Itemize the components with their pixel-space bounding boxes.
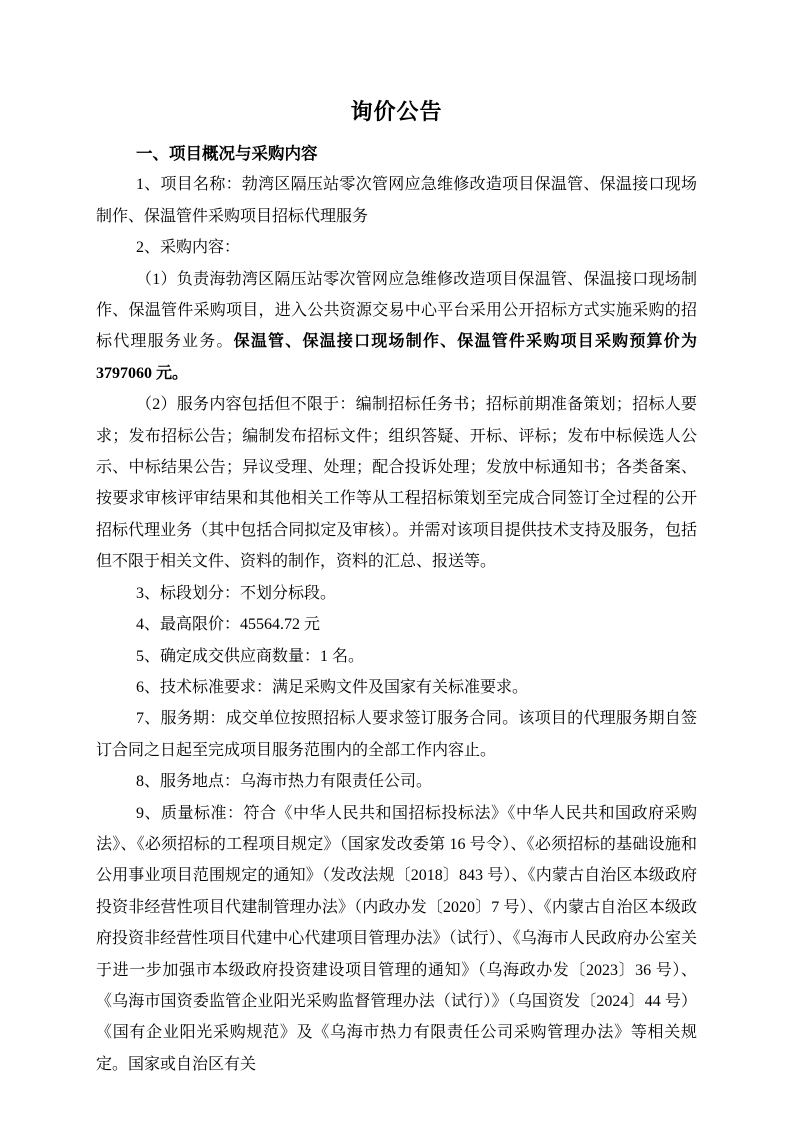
- section-heading-project-overview: 一、项目概况与采购内容: [136, 144, 318, 163]
- procurement-item1-budget-bold: 保温管、保温接口现场制作、保温管件采购项目采购预算价为 3797060 元。: [96, 333, 697, 382]
- procurement-item1-text: （1）负责海勃湾区隔压站零次管网应急维修改造项目保温管、保温接口现场制作、保温管件采购项目，进入公共资源交易中心平台采用公开招标方式实施采购的招标代理服务业务。: [96, 270, 697, 351]
- paragraph-tech-standard: 6、技术标准要求：满足采购文件及国家有关标准要求。: [136, 678, 529, 696]
- page-title: 询价公告: [350, 99, 443, 124]
- paragraph-procurement-item1: [96, 264, 697, 390]
- paragraph-procurement-label: 2、采购内容：: [136, 239, 241, 257]
- paragraph-max-price: 4、最高限价：45564.72 元: [136, 616, 321, 634]
- paragraph-service-location: 8、服务地点：乌海市热力有限责任公司。: [136, 773, 433, 791]
- paragraph-service-period: 7、服务期：成交单位按照招标人要求签订服务合同。该项目的代理服务期自签订合同之日起至完成项目服务范围内的全部工作内容止。: [96, 710, 697, 759]
- paragraph-quality-standard: 9、质量标准：符合《中华人民共和国招标投标法》《中华人民共和国政府采购法》、《必须招标的工程项目规定》（国家发改委第 16 号令）、《必须招标的基础设施和公用事业项目范围规定的通知》（发改法规〔2018〕843 号）、《内蒙古自治区本级政府投资非经营性项目代建制管理办法》（内政办发〔2020〕7 号）、《内蒙古自治区本级政府投资非经营性项目代建中心代建项目管理办法》（试行）、《乌海市人民政府办公室关于进一步加强市本级政府投资建设项目管理的通知》（乌海政办发〔2023〕36 号）、《乌海市国资委监管企业阳光采购监督管理办法（试行）》（乌国资发〔2024〕44 号）《国有企业阳光采购规范》及《乌海市热力有限责任公司采购管理办法》等相关规定。国家或自治区有关: [96, 804, 697, 1073]
- paragraph-project-name: 1、项目名称：勃湾区隔压站零次管网应急维修改造项目保温管、保温接口现场制作、保温管件采购项目招标代理服务: [96, 176, 697, 225]
- paragraph-section-division: 3、标段划分：不划分标段。: [136, 584, 337, 602]
- paragraph-service-content: （2）服务内容包括但不限于：编制招标任务书；招标前期准备策划；招标人要求；发布招标公告；编制发布招标文件；组织答疑、开标、评标；发布中标候选人公示、中标结果公告；异议受理、处理；配合投诉处理；发放中标通知书；各类备案、按要求审核评审结果和其他相关工作等从工程招标策划至完成合同签订全过程的公开招标代理业务（其中包括合同拟定及审核）。并需对该项目提供技术支持及服务，包括但不限于相关文件、资料的制作，资料的汇总、报送等。: [96, 396, 697, 571]
- paragraph-supplier-count: 5、确定成交供应商数量：1 名。: [136, 647, 365, 665]
